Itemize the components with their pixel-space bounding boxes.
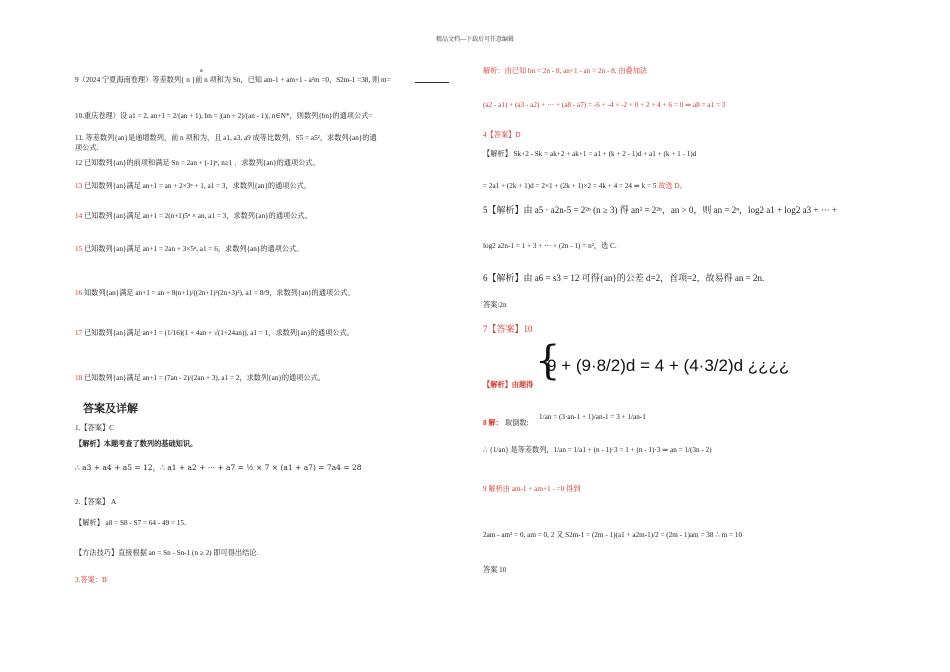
answer-3-sum: (a2 - a1) + (a3 - a2) + ··· + (a8 - a7) = -6 + -4 + -2 + 0 + 2 + 4 + 6 = 0 ⇒ a8 = a1 = 3: [483, 101, 726, 109]
answer-6-result: 答案:2n: [483, 301, 507, 309]
answer-8-equation-1: 1/an = (3·an-1 + 1)/an-1 = 3 + 1/an-1: [539, 413, 646, 421]
answer-4-explanation: 【解析】 Sk+2 - Sk = ak+2 + ak+1 = a1 + (k + 2 - 1)d + a1 + (k + 1 - 1)d: [483, 150, 697, 158]
answer-9-result: 答案 10: [483, 566, 507, 574]
question-18-number: 18: [75, 374, 83, 382]
answer-1: 1.【答案】C: [75, 424, 114, 432]
question-9: 9（2024 宁夏海南卷理）等差数列{ n }前 n 项和为 Sn，已知 am-1 + am+1 - a²m =0，S2m-1 =38, 则 m=: [75, 76, 391, 84]
question-13-number: 13: [75, 182, 83, 190]
question-16: [75, 289, 355, 298]
answer-5: 5【解析】由 a5 · a2n-5 = 2²ⁿ (n ≥ 3) 得 an² = 2²ⁿ，an > 0，则 an = 2ⁿ，log2 a1 + log2 a3 + ··· +: [483, 205, 838, 215]
question-11-line2: 项公式.: [75, 144, 99, 152]
question-18-text: 已知数列{an}满足 an+1 = (7an - 2)/(2an + 3), a1 = 2，求数列{an}的通项公式。: [82, 374, 325, 382]
answer-3-explanation: 解析：由已知 bn = 2n - 8, an+1 - an = 2n - 8, 由叠加法: [483, 67, 648, 75]
page-header: 精品文档---下载后可任意编辑: [435, 36, 515, 43]
answer-6: 6【解析】由 a6 = s3 = 12 可得{an}的公差 d=2，首项=2，故易得 an = 2n.: [483, 273, 765, 283]
answer-3: 3.答案：B: [75, 576, 107, 584]
question-15: [75, 245, 303, 254]
question-15-text: 已知数列{an}满足 an+1 = 2an + 3×5ⁿ, a1 = 6，求数列{an}的通项公式。: [82, 245, 304, 253]
answer-7-label: 【解析】由题得: [483, 381, 534, 389]
question-12: 12 已知数列{an}的前项和满足 Sn = 2an + (-1)ⁿ, n≥1 ．求数列{an}的通项公式。: [75, 159, 320, 167]
answer-9: 9 解析由 am-1 + am+1 - =0 得到: [483, 485, 581, 493]
question-17-text: 已知数列{an}满足 an+1 = (1/16)(1 + 4an + √(1+24an)), a1 = 1，求数列{an}的通项公式。: [82, 329, 354, 337]
answer-2: 2.【答案】 A: [75, 498, 117, 506]
answer-8-label: 8 解：: [483, 419, 503, 427]
question-16-number: 16: [75, 289, 83, 297]
answer-8-take-reciprocal: 取倒数:: [505, 419, 529, 427]
question-16-text: 知数列{an}满足 an+1 = an + 8(n+1)/((2n+1)²(2n+3)²), a1 = 8/9，求数列{an}的通项公式。: [82, 289, 355, 297]
question-17: [75, 329, 354, 338]
q9-superscript: a: [200, 68, 203, 74]
left-brace: {: [535, 338, 561, 384]
answer-8-equation-2: ∴ {1/an} 是等差数列，1/an = 1/a1 + (n - 1)·3 = 1 + (n - 1)·3 ⇒ an = 1/(3n - 2): [483, 446, 712, 454]
answer-4-choice: 故选 D。: [658, 182, 687, 190]
question-10: 10.重庆卷理）设 a1 = 2, an+1 = 2/(an + 1), bn = |(an + 2)/(an - 1)|, n∈N*，则数列{bn}的通项公式=: [75, 112, 373, 120]
question-14-number: 14: [75, 212, 83, 220]
answer-blank: [415, 76, 449, 86]
answer-2-explanation: 【解析】 a8 = S8 - S7 = 64 - 49 = 15.: [75, 519, 186, 527]
answer-1-explanation: 【解析】本题考查了数列的基础知识。: [75, 440, 198, 448]
answer-7-equation: 9 + (9·8/2)d = 4 + (4·3/2)d ¿¿¿¿: [547, 356, 790, 375]
question-13-text: 已知数列{an}满足 an+1 = an + 2×3ⁿ + 1, a1 = 3，求数列{an}的通项公式。: [82, 182, 312, 190]
question-17-number: 17: [75, 329, 83, 337]
answer-4-equation: [483, 182, 687, 191]
question-14-text: 已知数列{an}满足 an+1 = 2(n+1)5ⁿ × an, a1 = 3，求数列{an}的通项公式。: [82, 212, 312, 220]
answer-9-equation: 2am - am² = 0, am = 0, 2 又 S2m-1 = (2m - 1)(a1 + a2m-1)/2 = (2m - 1)am = 38 ∴ m = 10: [483, 531, 743, 539]
question-11-line1: 11. 等差数列{an}是递增数列，前 n 项和为，且 a1, a3, a9 成等比数列，S5 = a5²，求数列{an}的通: [75, 134, 377, 142]
question-14: [75, 212, 312, 221]
question-15-number: 15: [75, 245, 83, 253]
answer-7: 7【答案】10: [483, 324, 533, 334]
question-18: [75, 374, 325, 383]
answer-1-equation: ∴ a3 + a4 + a5 = 12，∴ a1 + a2 + ··· + a7 = ½ × 7 × (a1 + a7) = 7a4 = 28: [75, 463, 362, 472]
answer-4: 4【答案】D: [483, 131, 521, 139]
answer-4-eq-text: = 2a1 + (2k + 1)d = 2×1 + (2k + 1)×2 = 4k + 4 = 24 ⇒ k = 5: [483, 182, 657, 190]
question-13: [75, 182, 311, 191]
answer-5-continued: log2 a2n-1 = 1 + 3 + ··· + (2n - 1) = n²，选 C.: [483, 242, 617, 250]
answers-heading: 答案及详解: [83, 403, 138, 415]
answer-2-tip: 【方法技巧】直接根据 an = Sn - Sn-1 (n ≥ 2) 即可得出结论.: [75, 549, 259, 557]
